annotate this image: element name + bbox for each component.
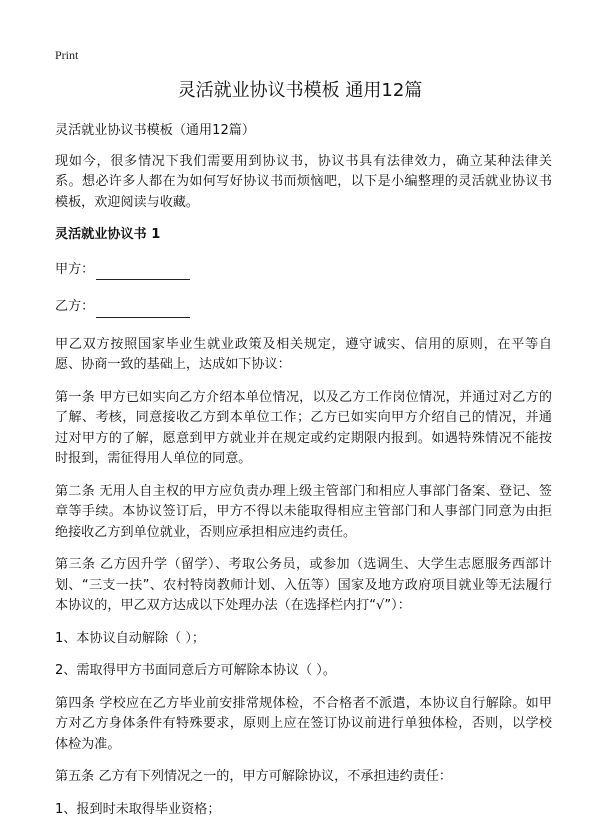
party-a-label: 甲方： [55, 261, 95, 277]
intro-paragraph: 现如今，很多情况下我们需要用到协议书，协议书具有法律效力，确立某种法律关系。想必许多人都在为如何写好协议书而烦恼吧，以下是小编整理的灵活就业协议书模板，欢迎阅读与收藏。 [55, 153, 552, 210]
print-link[interactable]: Print [55, 48, 79, 62]
option-1: 1、本协议自动解除（ ）； [55, 630, 205, 646]
section-title: 灵活就业协议书 1 [55, 227, 161, 242]
party-b-label: 乙方： [55, 299, 95, 314]
document-subtitle: 灵活就业协议书模板（通用12篇） [55, 123, 255, 138]
article-1: 第一条 甲方已如实向乙方介绍本单位情况，以及乙方工作岗位情况，并通过对乙方的了解、考核，同意接收乙方到本单位工作；乙方已如实向甲方介绍自己的情况，并通过对甲方的了解，愿意到甲方就业并在规定或约定期限内报到。如遇特殊情况不能按时报到，需征得用人单位的同意。 [55, 389, 552, 466]
paragraph-preamble: 甲乙双方按照国家毕业生就业政策及相关规定，遵守诚实、信用的原则，在平等自愿、协商一致的基础上，达成如下协议： [55, 336, 552, 372]
article-5: 第五条 乙方有下列情况之一的，甲方可解除协议，不承担违约责任： [55, 769, 452, 784]
party-b-line [55, 297, 552, 318]
article-5-item-1: 1、报到时未取得毕业资格； [55, 801, 221, 817]
article-3: 第三条 乙方因升学（留学）、考取公务员，或参加（选调生、大学生志愿服务西部计划、“三支一扶”、农村特岗教师计划、入伍等）国家及地方政府项目就业等无法履行本协议的，甲乙双方达成以下处理办法（在选择栏内打“√”）： [55, 557, 552, 613]
document-body [55, 121, 552, 832]
article-2: 第二条 无用人自主权的甲方应负责办理上级主管部门和相应人事部门备案、登记、签章等手续。本协议签订后，甲方不得以未能取得相应主管部门和人事部门同意为由拒绝接收乙方到单位就业，否则应承担相应违约责任。 [55, 483, 552, 540]
party-a-blank [96, 265, 190, 280]
option-2: 2、需取得甲方书面同意后方可解除本协议（ ）。 [55, 663, 336, 678]
party-a-line [55, 260, 552, 281]
article-4: 第四条 学校应在乙方毕业前安排常规体检，不合格者不派遣，本协议自行解除。如甲方对乙方身体条件有特殊要求，原则上应在签订协议前进行单独体检，否则，以学校体检为准。 [55, 695, 552, 752]
party-b-blank [96, 303, 190, 318]
document-title: 灵活就业协议书模板 通用12篇 [177, 80, 423, 101]
